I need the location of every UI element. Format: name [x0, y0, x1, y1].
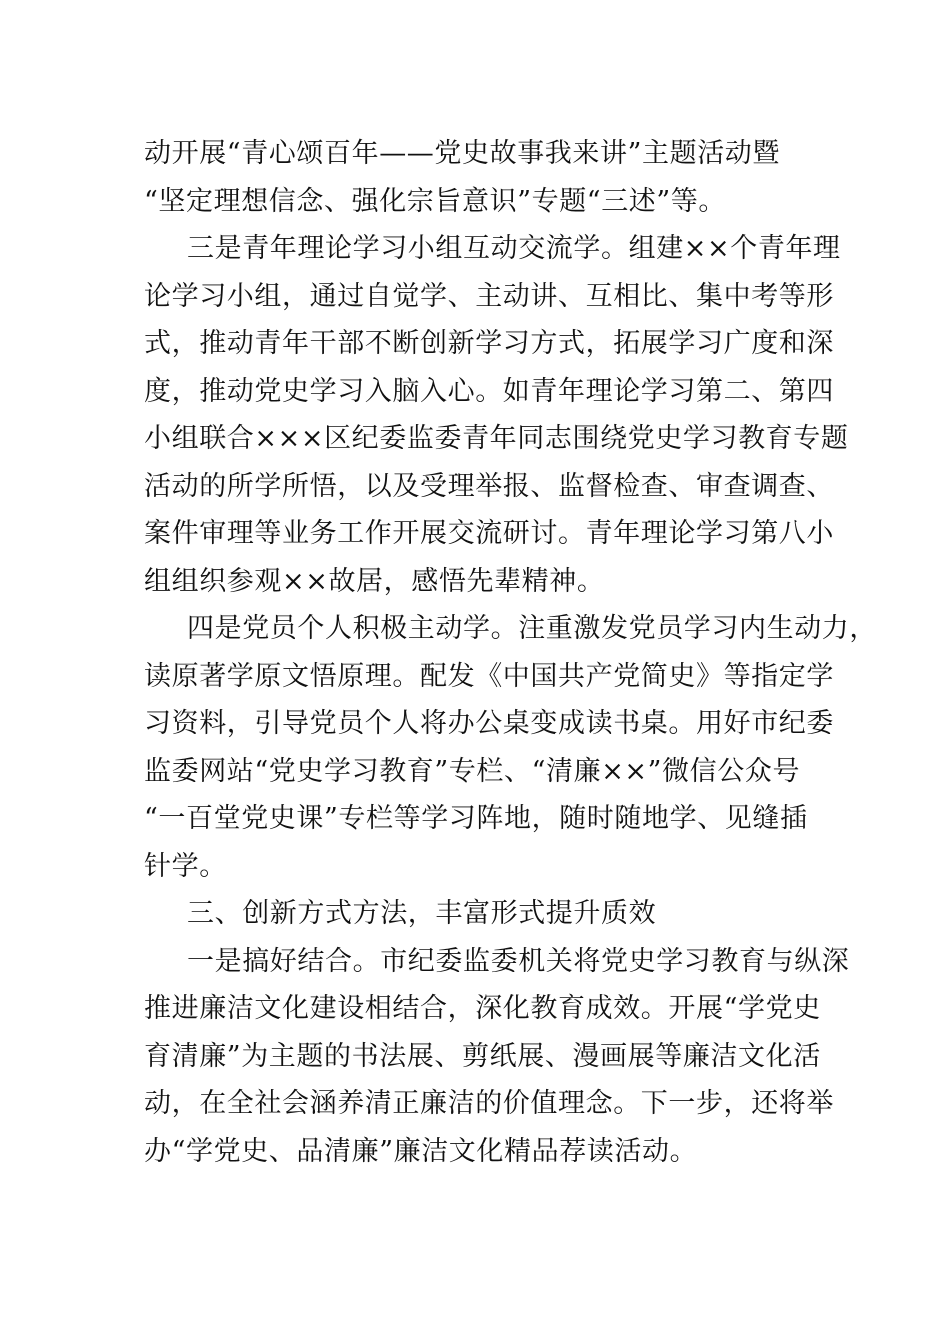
text-line: 度，推动党史学习入脑入心。如青年理论学习第二、第四	[144, 375, 834, 407]
text-line: 办“学党史、品清廉”廉洁文化精品荐读活动。	[144, 1135, 698, 1167]
section-heading: 三、创新方式方法，丰富形式提升质效	[187, 898, 657, 929]
text-line: 小组联合×××区纪委监委青年同志围绕党史学习教育专题	[144, 423, 849, 454]
text-line: 动，在全社会涵养清正廉洁的价值理念。下一步，还将举	[144, 1088, 834, 1119]
paragraph-start-line: 三是青年理论学习小组互动交流学。组建××个青年理	[187, 233, 841, 264]
text-line: 动开展“青心颂百年——党史故事我来讲”主题活动暨	[144, 138, 781, 169]
text-line: 推进廉洁文化建设相结合，深化教育成效。开展“学党史	[144, 993, 821, 1024]
text-line: 习资料，引导党员个人将办公桌变成读书桌。用好市纪委	[144, 708, 834, 739]
text-line: 针学。	[144, 850, 227, 882]
text-line: 式，推动青年干部不断创新学习方式，拓展学习广度和深	[144, 328, 834, 359]
paragraph-start-line: 四是党员个人积极主动学。注重激发党员学习内生动力，	[187, 613, 877, 644]
text-line: 组组织参观××故居，感悟先辈精神。	[144, 565, 605, 597]
text-line: 育清廉”为主题的书法展、剪纸展、漫画展等廉洁文化活	[144, 1040, 821, 1072]
text-line: 读原著学原文悟原理。配发《中国共产党简史》等指定学	[144, 660, 834, 692]
paragraph-start-line: 一是搞好结合。市纪委监委机关将党史学习教育与纵深	[187, 945, 850, 977]
text-line: “一百堂党史课”专栏等学习阵地，随时随地学、见缝插	[144, 803, 808, 834]
text-line: 论学习小组，通过自觉学、主动讲、互相比、集中考等形	[144, 280, 834, 312]
text-line: “坚定理想信念、强化宗旨意识”专题“三述”等。	[144, 185, 727, 217]
text-line: 案件审理等业务工作开展交流研讨。青年理论学习第八小	[144, 518, 834, 549]
text-line: 活动的所学所悟，以及受理举报、监督检查、审查调查、	[144, 470, 834, 502]
text-line: 监委网站“党史学习教育”专栏、“清廉××”微信公众号	[144, 755, 801, 787]
body-text	[144, 130, 877, 1175]
